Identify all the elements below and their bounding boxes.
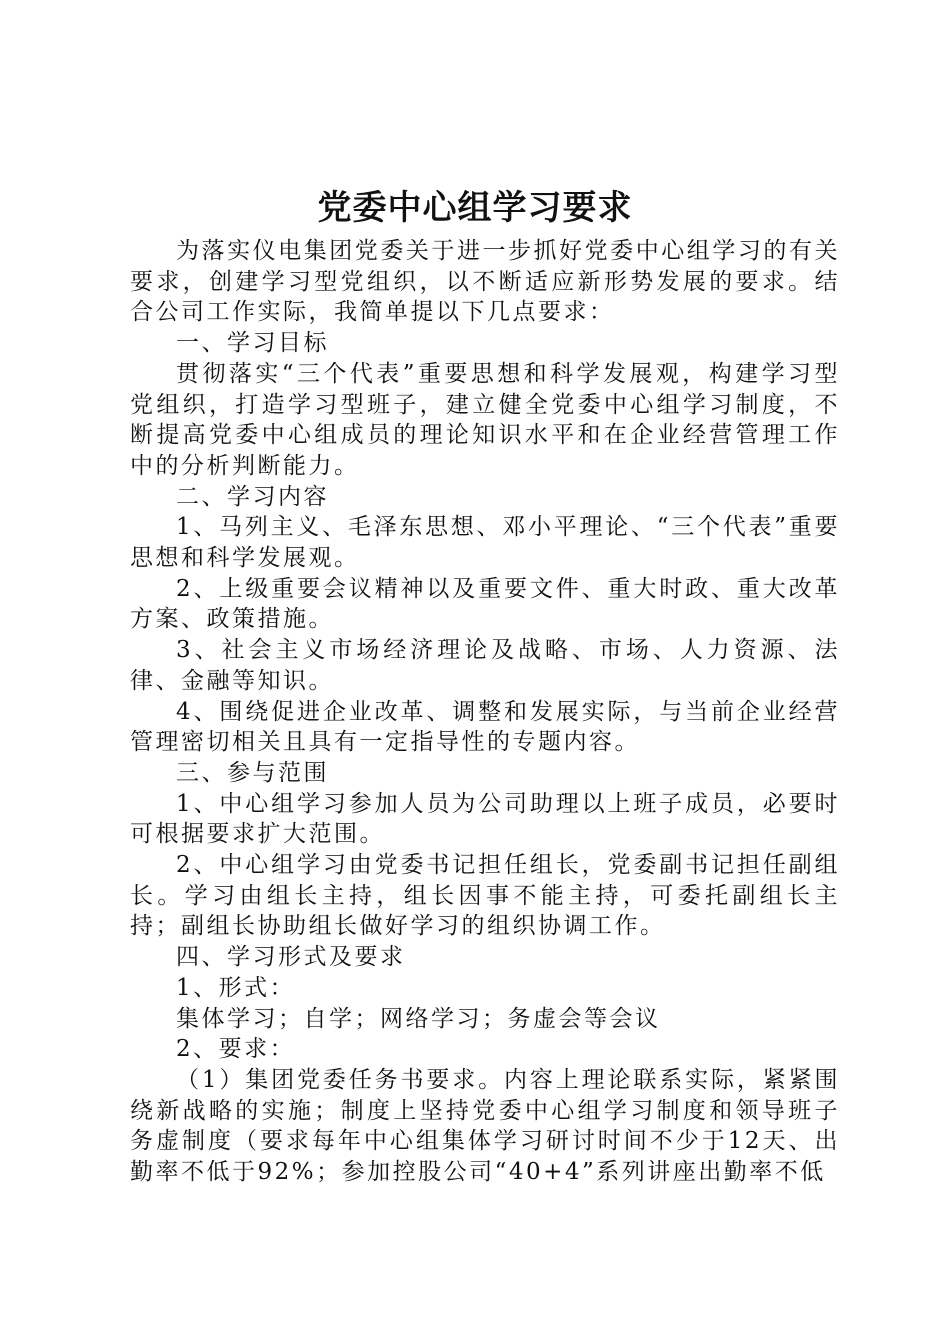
section-heading-goals: 一、学习目标 [176,330,329,357]
scope-item-1: 1、中心组学习参加人员为公司助理以上班子成员，必要时可根据要求扩大范围。 [130,790,840,848]
content-item-3: 3、社会主义市场经济理论及战略、市场、人力资源、法律、金融等知识。 [130,637,840,694]
section-heading-scope: 三、参与范围 [176,759,329,786]
requirements-item-1: （1）集团党委任务书要求。内容上理论联系实际，紧紧围绕新战略的实施；制度上坚持党委中心组学习制度和领导班子务虚制度（要求每年中心组集体学习研讨时间不少于12天、出勤率不低于92%；参加控股公司“40+4”系列讲座出勤率不低 [130,1066,840,1186]
document-body [130,236,840,1188]
scope-item-2: 2、中心组学习由党委书记担任组长，党委副书记担任副组长。学习由组长主持，组长因事不能主持，可委托副组长主持；副组长协助组长做好学习的组织协调工作。 [130,852,840,940]
section-heading-format: 四、学习形式及要求 [176,944,406,971]
requirements-subheading: 2、要求： [176,1036,296,1063]
section-heading-content: 二、学习内容 [176,483,329,510]
content-item-2: 2、上级重要会议精神以及重要文件、重大时政、重大改革方案、政策措施。 [130,575,840,633]
content-item-1: 1、马列主义、毛泽东思想、邓小平理论、“三个代表”重要思想和科学发展观。 [130,514,840,572]
goals-paragraph: 贯彻落实“三个代表”重要思想和科学发展观，构建学习型党组织，打造学习型班子，建立健全党委中心组学习制度，不断提高党委中心组成员的理论知识水平和在企业经营管理工作中的分析判断能力。 [130,360,840,479]
content-item-4: 4、围绕促进企业改革、调整和发展实际，与当前企业经营管理密切相关且具有一定指导性的专题内容。 [130,698,840,756]
intro-paragraph: 为落实仪电集团党委关于进一步抓好党委中心组学习的有关要求，创建学习型党组织，以不断适应新形势发展的要求。结合公司工作实际，我简单提以下几点要求： [130,238,840,326]
format-subheading: 1、形式： [176,974,296,1001]
document-title: 党委中心组学习要求 [317,188,633,228]
format-list: 集体学习；自学；网络学习；务虚会等会议 [176,1005,661,1032]
